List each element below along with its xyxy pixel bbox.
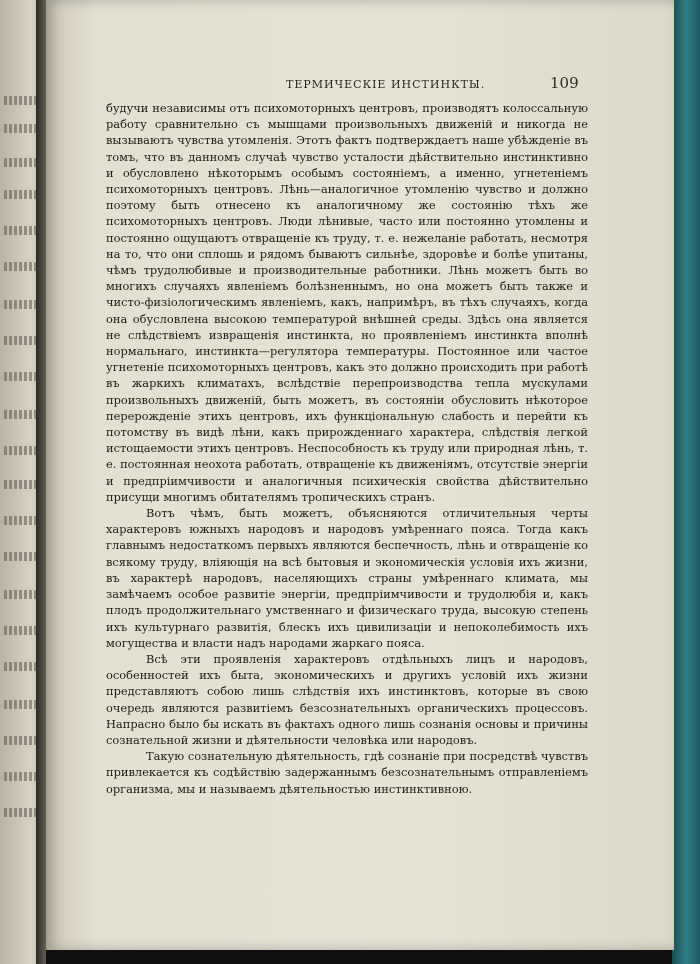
paragraph: Всѣ эти проявленія характеровъ отдѣльныхъ лицъ и народовъ, особенностей ихъ быта, экономическихъ и другихъ условій ихъ жизни представляютъ собою лишь слѣдствія ихъ инстинктовъ, которые въ свою очередь являются развитіемъ безсознательныхъ органическихъ процессовъ. Напрасно было бы искать въ фактахъ одного лишь сознанія основы и причины сознательной жизни и дѣятельности человѣка или народовъ. (106, 651, 588, 747)
paragraph: будучи независимы отъ психомоторныхъ центровъ, производятъ колоссальную работу сравнительно съ мышцами произвольныхъ движеній и никогда не вызываютъ чувства утомленія. Этотъ фактъ подтверждаетъ наше убѣжденіе въ томъ, что въ данномъ случаѣ чувство усталости дѣйствительно инстинктивно и обусловлено нѣкоторымъ особымъ состояніемъ, а именно, угнетеніемъ психомоторныхъ центровъ. Лѣнь—аналогичное утомленію чувство и должно поэтому быть отнесено къ аналогичному же состоянію тѣхъ же психомоторныхъ центровъ. Люди лѣнивые, часто или постоянно утомлены и постоянно ощущаютъ отвращеніе къ труду, т. е. нежеланіе работать, несмотря на то, что они сплошь и рядомъ бываютъ сильнѣе, здоровѣе и болѣе упитаны, чѣмъ трудолюбивые и производительные работники. Лѣнь можетъ быть во многихъ случаяхъ явленіемъ болѣзненнымъ, но она можетъ быть также и чисто-физіологическимъ явленіемъ, какъ, напримѣръ, въ тѣхъ случаяхъ, когда она обусловлена высокою температурой внѣшней среды. Здѣсь она является не слѣдствіемъ извращенія инстинкта, но проявленіемъ инстинкта вполнѣ нормальнаго, инстинкта—регулятора температуры. Постоянное или частое угнетеніе психомоторныхъ центровъ, какъ это должно происходить при работѣ въ жаркихъ климатахъ, вслѣдствіе перепроизводства тепла мускулами произвольныхъ движеній, быть можетъ, въ состояніи обусловить нѣкоторое перерожденіе этихъ центровъ, ихъ функціональную слабость и перейти къ потомству въ видѣ лѣни, какъ прирожденнаго характера, слѣдствія легкой истощаемости этихъ центровъ. Неспособность къ труду или природная лѣнь, т. е. постоянная неохота работать, отвращеніе къ движеніямъ, отсутствіе энергіи и предпріимчивости и аналогичныя психическія свойства дѣйствительно присущи многимъ обитателямъ тропическихъ странъ. (106, 101, 588, 504)
book-cover-edge (672, 0, 700, 964)
book-page (46, 0, 674, 950)
paragraph: Такую сознательную дѣятельность, гдѣ сознаніе при посредствѣ чувствъ привлекается къ содѣйствію задержаннымъ безсознательнымъ отправленіемъ организма, мы и называемъ дѣятельностью инстинктивною. (106, 749, 588, 796)
running-head: ТЕРМИЧЕСКІЕ ИНСТИНКТЫ. (286, 78, 486, 91)
page-body-text (106, 100, 588, 797)
paragraph: Вотъ чѣмъ, быть можетъ, объясняются отличительныя черты характеровъ южныхъ народовъ и народовъ умѣреннаго пояса. Тогда какъ главнымъ недостаткомъ первыхъ являются беспечность, лѣнь и отвращеніе ко всякому труду, вліяющія на всѣ бытовыя и экономическія условія ихъ жизни, въ характерѣ народовъ, населяющихъ страны умѣреннаго климата, мы замѣчаемъ особое развитіе энергіи, предпріимчивости и трудолюбія и, какъ плодъ продолжительнаго умственнаго и физическаго труда, высокую степень ихъ культурнаго развитія, блескъ ихъ цивилизаціи и непоколебимость ихъ могущества и власти надъ народами жаркаго пояса. (106, 506, 588, 650)
page-number: 109 (550, 74, 579, 92)
page-bottom-shadow (46, 950, 672, 964)
